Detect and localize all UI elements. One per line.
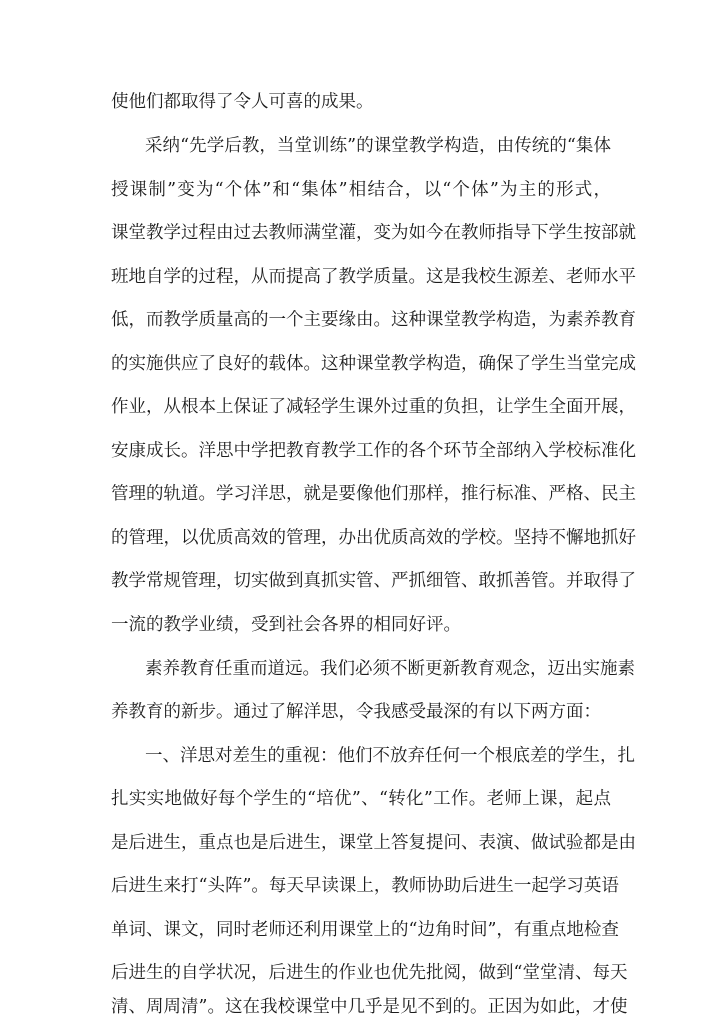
paragraph-first-line: 一、洋思对差生的重视：他们不放弃任何一个根底差的学生，扎 bbox=[145, 746, 635, 766]
paragraph-first-line: 素养教育任重而道远。我们必须不断更新教育观念，迈出实施素 bbox=[145, 659, 635, 679]
text-line: 教学常规管理，切实做到真抓实管、严抓细管、敢抓善管。并取得了 bbox=[111, 571, 636, 591]
text-line: 的管理，以优质高效的管理，办出优质高效的学校。坚持不懈地抓好 bbox=[111, 528, 636, 548]
text-line: 授课制”变为“个体”和“集体”相结合，以“个体”为主的形式， bbox=[111, 180, 611, 200]
text-line: 作业，从根本上保证了减轻学生课外过重的负担，让学生全面开展， bbox=[111, 397, 636, 417]
text-line: 低，而教学质量高的一个主要缘由。这种课堂教学构造，为素养教育 bbox=[111, 310, 636, 330]
text-line: 班地自学的过程，从而提高了教学质量。这是我校生源差、老师水平 bbox=[111, 267, 636, 287]
text-line: 清、周周清”。这在我校课堂中几乎是见不到的。正因为如此，才使 bbox=[111, 997, 628, 1017]
text-line: 的实施供应了良好的载体。这种课堂教学构造，确保了学生当堂完成 bbox=[111, 354, 636, 374]
text-line: 后进生的自学状况，后进生的作业也优先批阅，做到“堂堂清、每天 bbox=[111, 963, 628, 983]
text-line: 管理的轨道。学习洋思，就是要像他们那样，推行标准、严格、民主 bbox=[111, 484, 636, 504]
text-line: 养教育的新步。通过了解洋思，令我感受最深的有以下两方面： bbox=[111, 702, 601, 722]
text-line: 是后进生，重点也是后进生，课堂上答复提问、表演、做试验都是由 bbox=[111, 833, 636, 853]
text-line: 后进生来打“头阵”。每天早读课上，教师协助后进生一起学习英语 bbox=[111, 876, 619, 896]
text-line: 安康成长。洋思中学把教育教学工作的各个环节全部纳入学校标准化 bbox=[111, 441, 636, 461]
paragraph-first-line: 采纳“先学后教，当堂训练”的课堂教学构造，由传统的“集体 bbox=[145, 136, 611, 156]
text-line: 使他们都取得了令人可喜的成果。 bbox=[111, 92, 374, 112]
text-line: 单词、课文，同时老师还利用课堂上的“边角时间”，有重点地检查 bbox=[111, 920, 619, 940]
text-line: 课堂教学过程由过去教师满堂灌，变为如今在教师指导下学生按部就 bbox=[111, 223, 636, 243]
text-line: 一流的教学业绩，受到社会各界的相同好评。 bbox=[111, 615, 461, 635]
text-line: 扎实实地做好每个学生的“培优”、“转化”工作。老师上课，起点 bbox=[111, 789, 611, 809]
